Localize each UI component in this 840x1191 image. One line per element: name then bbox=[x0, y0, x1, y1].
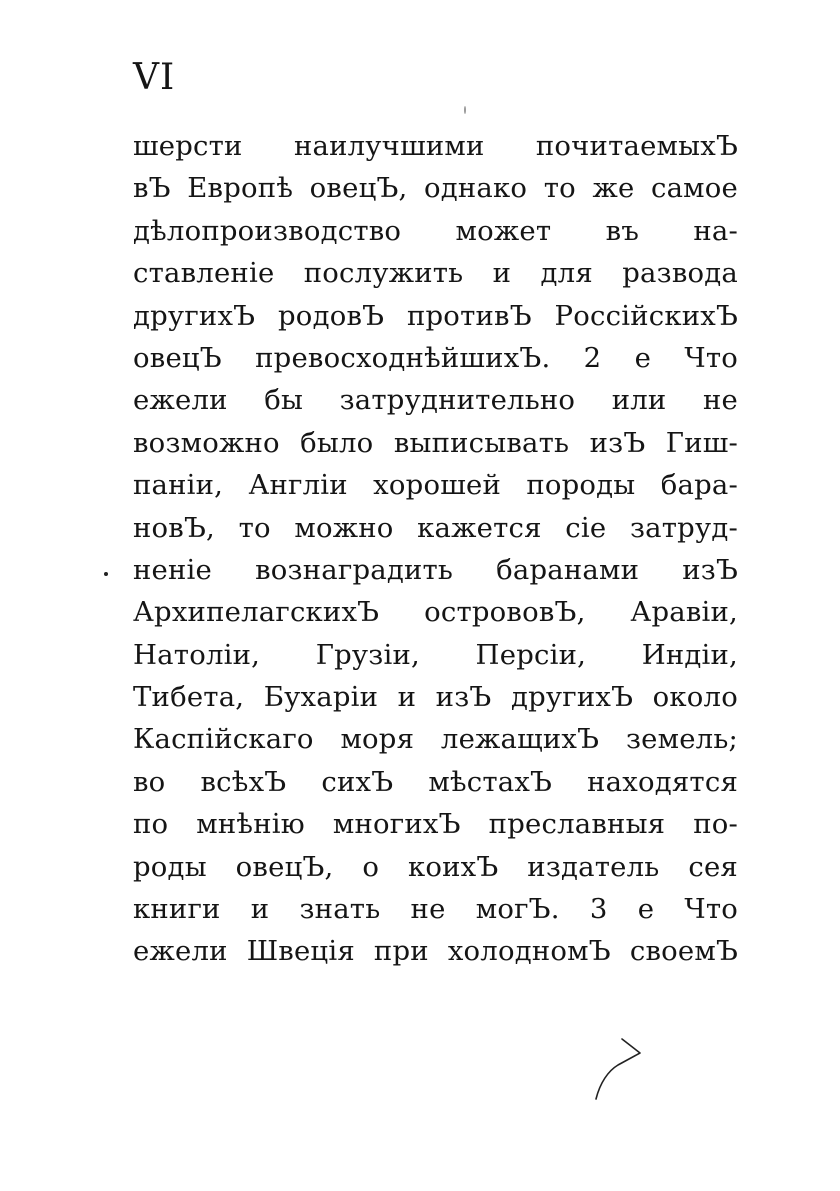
text-line: роды овецЪ, о коихЪ издатель сея bbox=[133, 850, 738, 883]
text-line: овецЪ превосходнѣйшихЪ. 2 е Что bbox=[133, 341, 738, 374]
text-line: по мнѣнію многихЪ преславныя по- bbox=[133, 808, 738, 841]
text-line: новЪ, то можно кажется сіе затруд- bbox=[133, 511, 738, 544]
text-line: во всѣхЪ сихЪ мѣстахЪ находятся bbox=[133, 765, 738, 798]
text-line: паніи, Англіи хорошей породы бара- bbox=[133, 469, 738, 502]
text-line: Каспійскаго моря лежащихЪ земель; bbox=[133, 723, 738, 756]
page-number: VI bbox=[133, 57, 176, 98]
text-line: шерсти наилучшими почитаемыхЪ bbox=[133, 130, 738, 162]
text-line: Тибета, Бухаріи и изЪ другихЪ около bbox=[133, 681, 738, 714]
text-line: ежели Швеція при холодномЪ своемЪ bbox=[133, 935, 738, 968]
text-line: ежели бы затруднительно или не bbox=[133, 384, 738, 417]
pen-mark-icon bbox=[590, 1035, 650, 1105]
text-line: ставленіе послужить и для развода bbox=[133, 257, 738, 290]
text-line: АрхипелагскихЪ острововЪ, Аравіи, bbox=[133, 596, 738, 629]
text-line: возможно было выписывать изЪ Гиш- bbox=[133, 426, 738, 459]
scan-speck bbox=[104, 572, 108, 576]
text-line: вЪ Европѣ овецЪ, однако то же самое bbox=[133, 172, 738, 205]
text-line: неніе вознаградить баранами изЪ bbox=[133, 553, 738, 586]
text-line: книги и знать не могЪ. 3 е Что bbox=[133, 893, 738, 926]
text-line: Натоліи, Грузіи, Персіи, Индіи, bbox=[133, 638, 738, 671]
text-line: дѣлопроизводство может въ на- bbox=[133, 214, 738, 247]
body-text bbox=[133, 125, 738, 973]
text-line: другихЪ родовЪ противЪ РоссійскихЪ bbox=[133, 299, 738, 332]
scan-speck bbox=[464, 106, 466, 114]
